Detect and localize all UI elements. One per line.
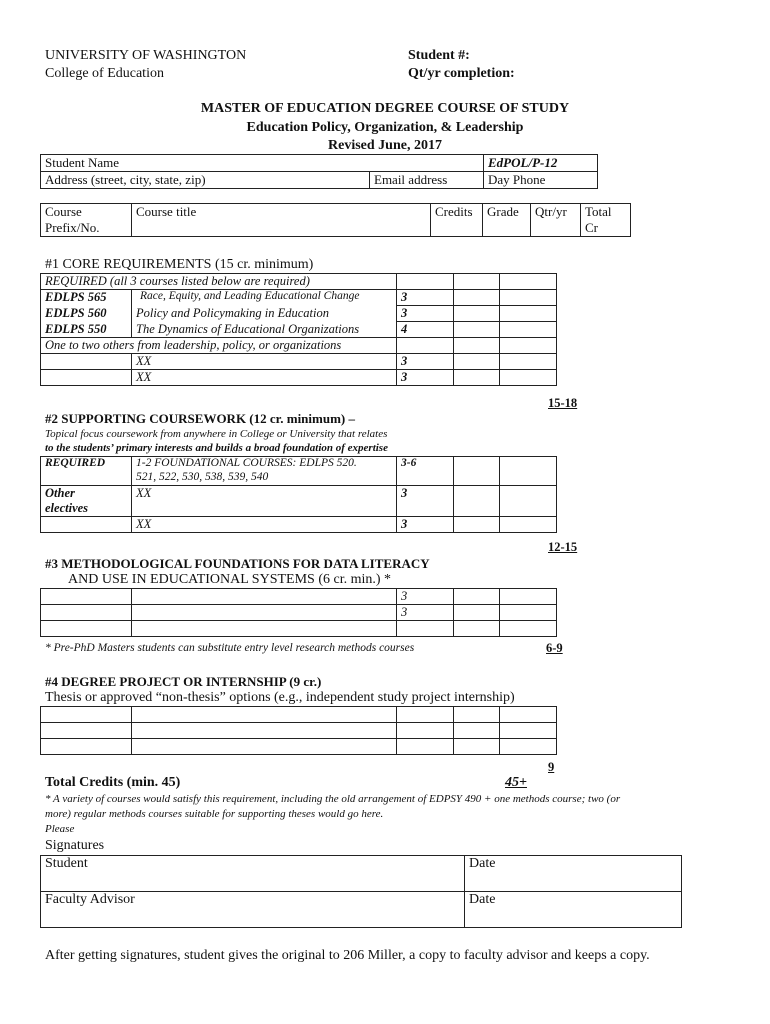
table-row [41,589,557,605]
qtr-cell[interactable] [500,517,557,533]
required-label: REQUIRED [41,457,132,486]
section3-subheading: AND USE IN EDUCATIONAL SYSTEMS (6 cr. min.) * [68,572,392,587]
qtr-cell[interactable] [500,370,557,386]
course-credits: 3 [397,354,454,370]
col-grade: Grade [483,204,531,237]
program-title: Education Policy, Organization, & Leadership [246,120,524,135]
section3-heading: #3 METHODOLOGICAL FOUNDATIONS FOR DATA LITERACY [45,556,430,571]
section2-note1: Topical focus coursework from anywhere in College or University that relates [45,428,388,440]
qtr-completion-label: Qt/yr completion: [408,66,515,81]
table-row [41,322,557,338]
section1-required-note: REQUIRED (all 3 courses listed below are required) [41,274,397,290]
qtr-cell[interactable] [500,354,557,370]
col-qtr: Qtr/yr [531,204,581,237]
grade-cell[interactable] [454,457,500,486]
section4-total: 9 [548,760,555,774]
page-title: MASTER OF EDUCATION DEGREE COURSE OF STUDY [200,101,570,116]
required-courses: 1-2 FOUNDATIONAL COURSES: EDLPS 520. 521, 522, 530, 538, 539, 540 [132,457,397,486]
footer-instruction: After getting signatures, student gives the original to 206 Miller, a copy to faculty advisor and keeps a copy. [45,948,650,963]
other-electives-label: Other electives [41,486,132,517]
student-number-label: Student #: [408,48,470,63]
course-code-cell[interactable] [41,370,132,386]
section2-heading: #2 SUPPORTING COURSEWORK (12 cr. minimum) – [45,411,355,426]
total-credits-label: Total Credits (min. 45) [45,775,181,790]
advisor-date-field[interactable]: Date [465,892,682,928]
address-field[interactable]: Address (street, city, state, zip) [41,172,370,189]
course-code: EDLPS 565 [41,290,132,306]
section1-heading: #1 CORE REQUIREMENTS (15 cr. minimum) [45,257,314,272]
college-name: College of Education [45,66,164,81]
section4-subheading: Thesis or approved “non-thesis” options (e.g., independent study project internship) [45,690,515,705]
course-credits [397,621,454,637]
grade-cell[interactable] [454,517,500,533]
section2-table [40,456,557,533]
totals-note-line1: * A variety of courses would satisfy this requirement, including the old arrangement of EDPSY 490 + one methods course; two (or [45,793,621,805]
course-code: EDLPS 550 [41,322,132,338]
col-course-title: Course title [132,204,431,237]
course-title: The Dynamics of Educational Organizations [132,322,397,338]
grade-cell[interactable] [454,370,500,386]
totals-note-line3: Please [45,823,75,835]
course-code: EDLPS 560 [41,306,132,322]
section1-total: 15-18 [548,396,578,410]
table-row [41,457,557,486]
course-code-cell[interactable] [41,354,132,370]
table-row [41,306,557,322]
course-credits: 4 [397,322,454,338]
section2-total: 12-15 [548,540,578,554]
table-row [41,723,557,739]
course-title[interactable]: XX [132,486,397,517]
section1-elective-note: One to two others from leadership, policy, or organizations [41,338,397,354]
course-credits: 3 [397,370,454,386]
section3-total: 6-9 [546,641,563,655]
qtr-cell[interactable] [500,486,557,517]
col-course-prefix: Course Prefix/No. [41,204,132,237]
student-info-table [40,154,598,189]
section4-table [40,706,557,755]
course-credits: 3 [397,605,454,621]
section3-footnote: * Pre-PhD Masters students can substitute entry level research methods courses [45,642,415,654]
section2-note2: to the students’ primary interests and builds a broad foundation of expertise [45,442,388,454]
course-credits: 3 [397,306,454,322]
signatures-table [40,855,682,928]
totals-note-line2: more) regular methods courses suitable for supporting theses would go here. [45,808,384,820]
course-title: Race, Equity, and Leading Educational Change [132,290,397,306]
required-credits: 3-6 [397,457,454,486]
qtr-cell[interactable] [500,290,557,306]
grade-cell[interactable] [454,354,500,370]
table-row [41,707,557,723]
table-row [41,621,557,637]
qtr-cell[interactable] [500,457,557,486]
student-signature-field[interactable]: Student [41,856,465,892]
course-code-cell[interactable] [41,517,132,533]
program-code: EdPOL/P-12 [484,155,598,172]
table-row [41,370,557,386]
col-credits: Credits [431,204,483,237]
course-title[interactable]: XX [132,517,397,533]
qtr-cell[interactable] [500,306,557,322]
phone-field[interactable]: Day Phone [484,172,598,189]
col-total: Total Cr [581,204,631,237]
signatures-heading: Signatures [45,838,105,853]
table-row [41,517,557,533]
email-field[interactable]: Email address [370,172,484,189]
grade-cell[interactable] [454,306,500,322]
grade-cell[interactable] [454,290,500,306]
section3-table [40,588,557,637]
section1-table [40,273,557,386]
section4-heading: #4 DEGREE PROJECT OR INTERNSHIP (9 cr.) [45,674,322,689]
course-credits: 3 [397,290,454,306]
grade-cell[interactable] [454,322,500,338]
advisor-signature-field[interactable]: Faculty Advisor [41,892,465,928]
course-credits: 3 [397,517,454,533]
total-credits-value: 45+ [505,775,527,790]
course-credits: 3 [397,486,454,517]
table-row [41,290,557,306]
student-date-field[interactable]: Date [465,856,682,892]
course-title: Policy and Policymaking in Education [132,306,397,322]
student-name-field[interactable]: Student Name [41,155,484,172]
qtr-cell[interactable] [500,322,557,338]
university-name: UNIVERSITY OF WASHINGTON [45,48,247,63]
table-row [41,354,557,370]
table-row [41,739,557,755]
table-row [41,486,557,517]
revision-date: Revised June, 2017 [328,138,442,153]
column-header-table [40,203,631,237]
grade-cell[interactable] [454,486,500,517]
course-title[interactable]: XX [132,370,397,386]
table-row [41,605,557,621]
course-credits: 3 [397,589,454,605]
course-title[interactable]: XX [132,354,397,370]
